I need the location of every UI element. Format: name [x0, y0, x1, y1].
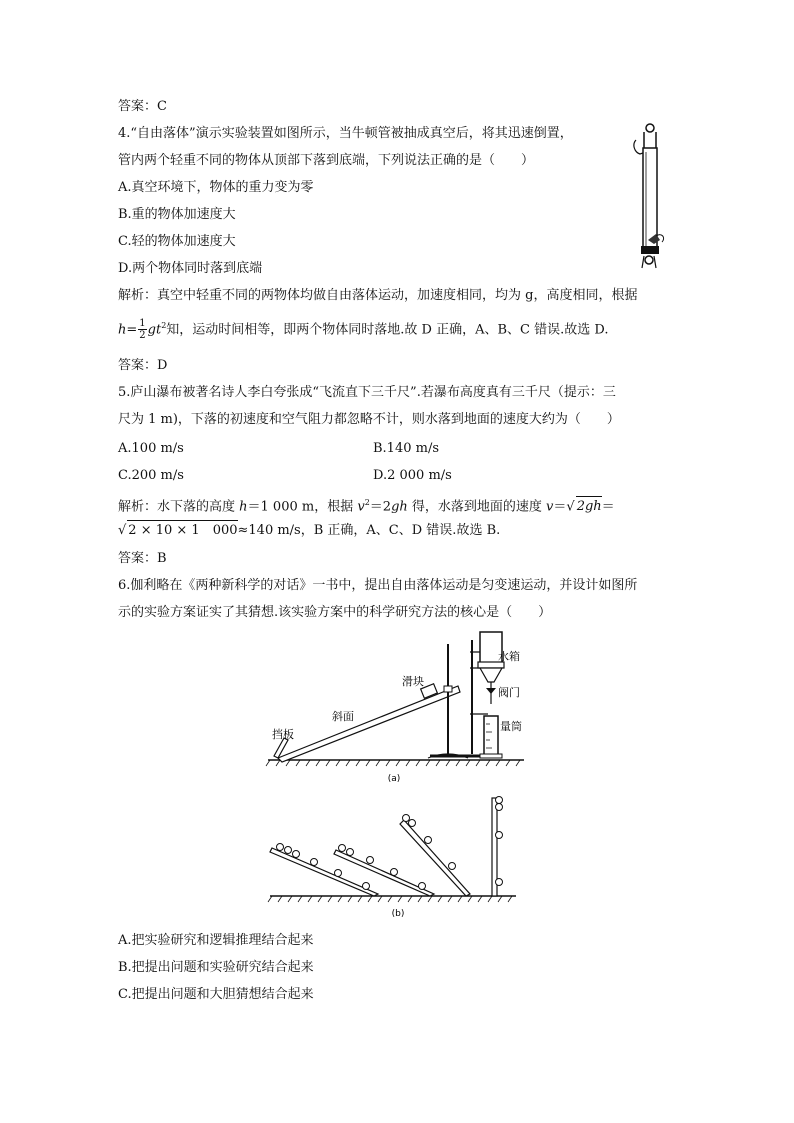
q5-analysis-square: 2	[364, 498, 370, 507]
q5-analysis-gh: gh	[391, 499, 408, 515]
q3-answer: 答案：C	[118, 99, 167, 114]
formula-eq: =	[126, 322, 138, 338]
label-slider: 滑块	[402, 675, 424, 688]
caption-b: (b)	[391, 909, 405, 919]
q5-analysis-line1: 解析：水下落的高度 h＝1 000 m，根据 $v^2=2gh$ 得，水落到地面的速度 v＝√ 2gh＝	[118, 493, 615, 517]
label-baffle: 挡板	[272, 728, 294, 741]
q4-option-c: C.轻的物体加速度大	[118, 234, 236, 249]
ball	[409, 820, 416, 827]
q5-analysis-eq: ＝	[553, 499, 567, 515]
fraction-numerator: 1	[139, 318, 146, 330]
ball	[391, 869, 398, 876]
q5-analysis-sqrt-numbers: 2 × 10 × 1 000	[127, 520, 237, 541]
ball	[347, 849, 354, 856]
ball	[496, 879, 503, 886]
q5-analysis-sqrt-2gh: 2gh	[576, 499, 602, 515]
ball	[367, 857, 374, 864]
q6-stem-line2: 示的实验方案证实了其猜想.该实验方案中的科学研究方法的核心是（ ）	[118, 605, 552, 620]
newton-tube-figure	[626, 122, 666, 272]
label-valve: 阀门	[498, 686, 520, 699]
figure-b-inclines	[266, 790, 520, 920]
q6-option-b: B.把提出问题和实验研究结合起来	[118, 960, 314, 975]
q4-option-a: A.真空环境下，物体的重力变为零	[118, 180, 314, 195]
q4-answer: 答案：D	[118, 358, 168, 373]
figure-a-apparatus	[262, 626, 530, 786]
q5-option-c: C.200 m/s	[118, 468, 184, 483]
q6-option-c: C.把提出问题和大胆猜想结合起来	[118, 987, 314, 1002]
q5-stem-line2: 尺为 1 m)，下落的初速度和空气阻力都忽略不计，则水落到地面的速度大约为（ ）	[118, 412, 620, 427]
q4-stem-line2: 管内两个轻重不同的物体从顶部下落到底端，下列说法正确的是（ ）	[118, 153, 535, 168]
q4-option-d: D.两个物体同时落到底端	[118, 261, 263, 276]
label-incline: 斜面	[332, 710, 354, 723]
ball	[449, 863, 456, 870]
q5-analysis-line2: √ 2 × 10 × 1 000≈140 m/s，B 正确，A、C、D 错误.故选 B.	[118, 520, 500, 541]
q6-option-a: A.把实验研究和逻辑推理结合起来	[118, 933, 314, 948]
fraction-denominator: 2	[139, 330, 146, 342]
q5-option-a: A.100 m/s	[118, 441, 184, 456]
label-cylinder: 量筒	[500, 720, 522, 733]
ball	[277, 844, 284, 851]
q4-analysis-line1: 解析：真空中轻重不同的两物体均做自由落体运动，加速度相同，均为 g，高度相同，根据	[118, 288, 638, 303]
ball	[425, 837, 432, 844]
q5-analysis-part-c: ＝2	[369, 499, 392, 515]
q4-option-b: B.重的物体加速度大	[118, 207, 236, 222]
ball	[311, 859, 318, 866]
q5-analysis-v: v	[357, 499, 365, 515]
ball	[293, 851, 300, 858]
q5-analysis-h: h	[239, 499, 248, 515]
formula-exponent: 2	[161, 321, 167, 330]
q5-analysis-part-b: ＝1 000 m，根据	[247, 499, 358, 515]
formula-gt: gt	[147, 322, 162, 338]
formula-h: h	[118, 322, 127, 338]
ball	[419, 883, 426, 890]
ball	[363, 883, 370, 890]
q6-stem-line1: 6.伽利略在《两种新科学的对话》一书中，提出自由落体运动是匀变速运动，并设计如图所	[118, 578, 638, 593]
q5-analysis-v2: v	[546, 499, 554, 515]
q5-answer: 答案：B	[118, 551, 167, 566]
q5-analysis-line2-rest: ≈140 m/s，B 正确，A、C、D 错误.故选 B.	[237, 523, 501, 538]
ball	[496, 832, 503, 839]
q4-stem-line1: 4.“自由落体”演示实验装置如图所示，当牛顿管被抽成真空后，将其迅速倒置，	[118, 126, 573, 141]
formula-fraction	[138, 318, 146, 341]
incline-board	[278, 686, 460, 762]
incline-2	[334, 850, 434, 896]
q4-analysis-line2	[118, 316, 609, 341]
ball	[285, 847, 292, 854]
q5-option-d: D.2 000 m/s	[373, 468, 452, 483]
q5-analysis-part-a: 解析：水下落的高度	[118, 499, 240, 515]
caption-a: (a)	[387, 774, 401, 784]
ball	[496, 804, 503, 811]
q5-option-b: B.140 m/s	[373, 441, 440, 456]
q5-stem-line1: 5.庐山瀑布被著名诗人李白夸张成“飞流直下三千尺”.若瀑布高度真有三千尺（提示：三	[118, 385, 616, 400]
valve	[486, 688, 496, 694]
label-tank: 水箱	[498, 650, 520, 663]
ball	[496, 797, 503, 804]
q5-analysis-part-d: 得，水落到地面的速度	[407, 499, 547, 515]
measuring-cylinder	[484, 716, 498, 756]
ball	[403, 815, 410, 822]
ball	[335, 870, 342, 877]
ball	[339, 845, 346, 852]
incline-1	[270, 848, 378, 896]
q5-analysis-eq2: ＝	[601, 499, 615, 515]
q4-analysis-line2-rest: 知，运动时间相等，即两个物体同时落地.故 D 正确，A、B、C 错误.故选 D.	[166, 322, 609, 338]
